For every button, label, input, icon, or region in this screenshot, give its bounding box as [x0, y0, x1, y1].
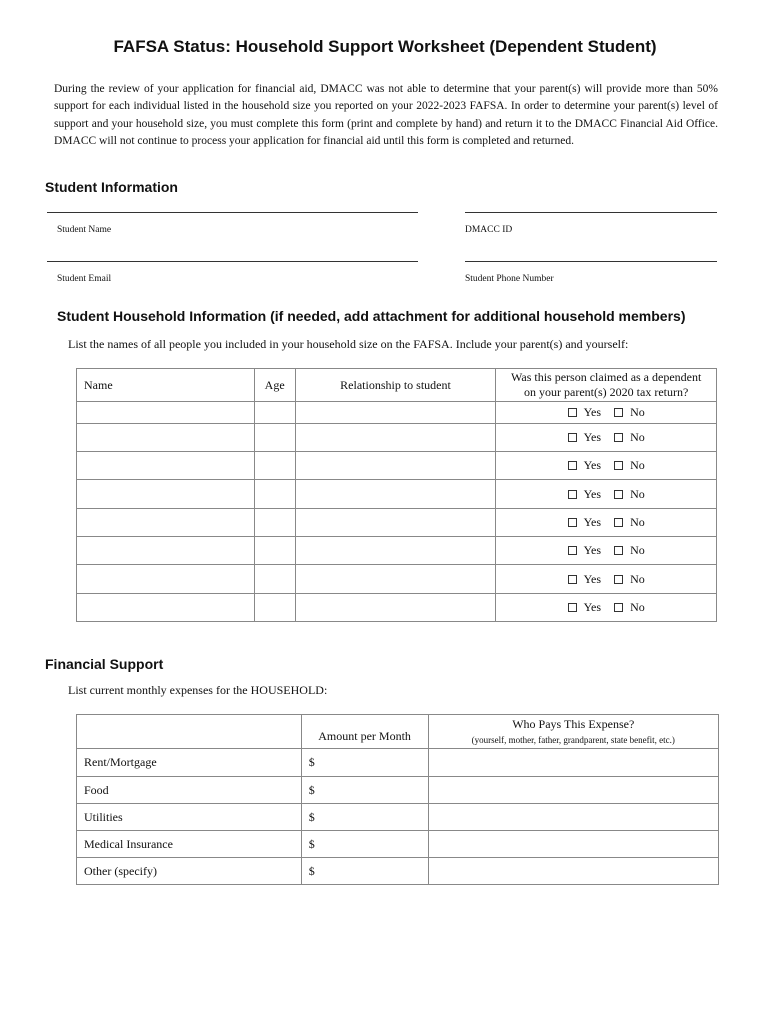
- household-name-cell[interactable]: [77, 509, 255, 537]
- household-row: [77, 594, 717, 622]
- no-label: No: [630, 458, 645, 472]
- household-age-cell[interactable]: [254, 594, 295, 622]
- financial-table: [76, 714, 719, 885]
- expense-label: Rent/Mortgage: [77, 749, 302, 777]
- header-claimed-line1: Was this person claimed as a dependent: [511, 370, 702, 384]
- financial-heading: Financial Support: [45, 656, 164, 672]
- currency-symbol: $: [308, 836, 315, 851]
- household-claimed-cell: [496, 594, 717, 622]
- no-label: No: [630, 515, 645, 529]
- who-pays-cell[interactable]: [428, 831, 719, 858]
- expense-row: [77, 831, 719, 858]
- header-expense-blank: [77, 715, 302, 749]
- household-header-row: [77, 369, 717, 402]
- household-relationship-cell[interactable]: [295, 402, 496, 424]
- household-row: [77, 402, 717, 424]
- yes-checkbox[interactable]: [568, 433, 577, 442]
- amount-cell[interactable]: [301, 749, 428, 777]
- household-name-cell[interactable]: [77, 537, 255, 565]
- who-pays-cell[interactable]: [428, 804, 719, 831]
- financial-instruction: List current monthly expenses for the HOUSEHOLD:: [68, 683, 328, 697]
- amount-cell[interactable]: [301, 804, 428, 831]
- household-claimed-cell: [496, 509, 717, 537]
- household-claimed-cell: [496, 537, 717, 565]
- yes-label: Yes: [583, 405, 602, 419]
- household-relationship-cell[interactable]: [295, 537, 496, 565]
- amount-cell[interactable]: [301, 858, 428, 885]
- header-who-title: Who Pays This Expense?: [512, 716, 635, 731]
- who-pays-cell[interactable]: [428, 858, 719, 885]
- household-name-cell[interactable]: [77, 480, 255, 509]
- yes-checkbox[interactable]: [568, 490, 577, 499]
- household-age-cell[interactable]: [254, 424, 295, 452]
- household-row: [77, 565, 717, 594]
- who-pays-cell[interactable]: [428, 749, 719, 777]
- household-name-cell[interactable]: [77, 424, 255, 452]
- no-checkbox[interactable]: [614, 490, 623, 499]
- expense-label: Food: [77, 777, 302, 804]
- header-amount: Amount per Month: [301, 715, 428, 749]
- header-claimed: [496, 369, 717, 402]
- yes-label: Yes: [583, 515, 602, 529]
- no-checkbox[interactable]: [614, 575, 623, 584]
- no-checkbox[interactable]: [614, 433, 623, 442]
- yes-label: Yes: [583, 430, 602, 444]
- household-age-cell[interactable]: [254, 452, 295, 480]
- student-email-label: Student Email: [57, 274, 112, 284]
- household-claimed-cell: [496, 480, 717, 509]
- header-age: Age: [254, 369, 295, 402]
- currency-symbol: $: [308, 863, 315, 878]
- yes-label: Yes: [583, 571, 602, 586]
- household-name-cell[interactable]: [77, 594, 255, 622]
- household-age-cell[interactable]: [254, 402, 295, 424]
- household-row: [77, 424, 717, 452]
- expense-label: Medical Insurance: [77, 831, 302, 858]
- header-name: Name: [77, 369, 255, 402]
- no-label: No: [630, 600, 645, 614]
- dmacc-id-line[interactable]: [465, 212, 717, 213]
- student-name-label: Student Name: [57, 225, 112, 235]
- household-age-cell[interactable]: [254, 537, 295, 565]
- no-label: No: [630, 405, 645, 419]
- header-relationship: Relationship to student: [295, 369, 496, 402]
- no-checkbox[interactable]: [614, 518, 623, 527]
- household-claimed-cell: [496, 565, 717, 594]
- yes-checkbox[interactable]: [568, 518, 577, 527]
- household-table: [76, 368, 717, 622]
- no-label: No: [630, 543, 645, 557]
- household-age-cell[interactable]: [254, 509, 295, 537]
- household-row: [77, 452, 717, 480]
- yes-label: Yes: [583, 543, 602, 557]
- expense-row: [77, 858, 719, 885]
- student-name-line[interactable]: [47, 212, 418, 213]
- household-claimed-cell: [496, 452, 717, 480]
- yes-checkbox[interactable]: [568, 603, 577, 612]
- yes-checkbox[interactable]: [568, 546, 577, 555]
- no-checkbox[interactable]: [614, 461, 623, 470]
- student-info-heading: Student Information: [45, 179, 178, 195]
- intro-paragraph: During the review of your application for financial aid, DMACC was not able to determine that your parent(s) will provide more than 50% support for each individual listed in the household size you reported on your 2022-2023 FAFSA. In order to determine your parent(s) level of support and your household size, you must complete this form (print and complete by hand) and return it to the DMACC Financial Aid Office. DMACC will not continue to process your application for financial aid until this form is completed and returned.: [54, 83, 718, 148]
- no-label: No: [630, 486, 645, 501]
- yes-checkbox[interactable]: [568, 575, 577, 584]
- page-title: FAFSA Status: Household Support Worksheet (Dependent Student): [113, 37, 657, 56]
- household-heading: Student Household Information (if needed, add attachment for additional household members): [57, 308, 686, 324]
- household-relationship-cell[interactable]: [295, 509, 496, 537]
- currency-symbol: $: [308, 809, 315, 824]
- expense-row: [77, 777, 719, 804]
- household-relationship-cell[interactable]: [295, 424, 496, 452]
- household-row: [77, 480, 717, 509]
- header-claimed-line2: on your parent(s) 2020 tax return?: [524, 385, 689, 399]
- amount-cell[interactable]: [301, 831, 428, 858]
- yes-checkbox[interactable]: [568, 461, 577, 470]
- household-row: [77, 509, 717, 537]
- household-instruction: List the names of all people you included in your household size on the FAFSA. Include your parent(s) and yourself:: [68, 337, 629, 351]
- currency-symbol: $: [308, 755, 315, 769]
- household-relationship-cell[interactable]: [295, 594, 496, 622]
- yes-label: Yes: [583, 486, 602, 501]
- no-checkbox[interactable]: [614, 546, 623, 555]
- student-email-line[interactable]: [47, 261, 418, 262]
- no-checkbox[interactable]: [614, 603, 623, 612]
- yes-label: Yes: [583, 600, 602, 614]
- amount-cell[interactable]: [301, 777, 428, 804]
- expense-row: [77, 749, 719, 777]
- yes-checkbox[interactable]: [568, 408, 577, 417]
- household-name-cell[interactable]: [77, 565, 255, 594]
- household-age-cell[interactable]: [254, 480, 295, 509]
- header-who-sub: (yourself, mother, father, grandparent, state benefit, etc.): [471, 734, 675, 745]
- currency-symbol: $: [308, 782, 315, 797]
- household-name-cell[interactable]: [77, 452, 255, 480]
- yes-label: Yes: [583, 458, 602, 472]
- household-claimed-cell: [496, 424, 717, 452]
- household-claimed-cell: [496, 402, 717, 424]
- student-phone-label: Student Phone Number: [465, 274, 554, 284]
- financial-header-row: [77, 715, 719, 749]
- who-pays-cell[interactable]: [428, 777, 719, 804]
- no-checkbox[interactable]: [614, 408, 623, 417]
- expense-row: [77, 804, 719, 831]
- household-relationship-cell[interactable]: [295, 480, 496, 509]
- student-phone-line[interactable]: [465, 261, 717, 262]
- household-relationship-cell[interactable]: [295, 452, 496, 480]
- household-name-cell[interactable]: [77, 402, 255, 424]
- dmacc-id-label: DMACC ID: [465, 225, 513, 235]
- header-who: [428, 715, 719, 749]
- household-relationship-cell[interactable]: [295, 565, 496, 594]
- expense-label: Utilities: [77, 804, 302, 831]
- household-row: [77, 537, 717, 565]
- expense-label: Other (specify): [77, 858, 302, 885]
- no-label: No: [630, 430, 645, 444]
- household-age-cell[interactable]: [254, 565, 295, 594]
- no-label: No: [630, 571, 645, 586]
